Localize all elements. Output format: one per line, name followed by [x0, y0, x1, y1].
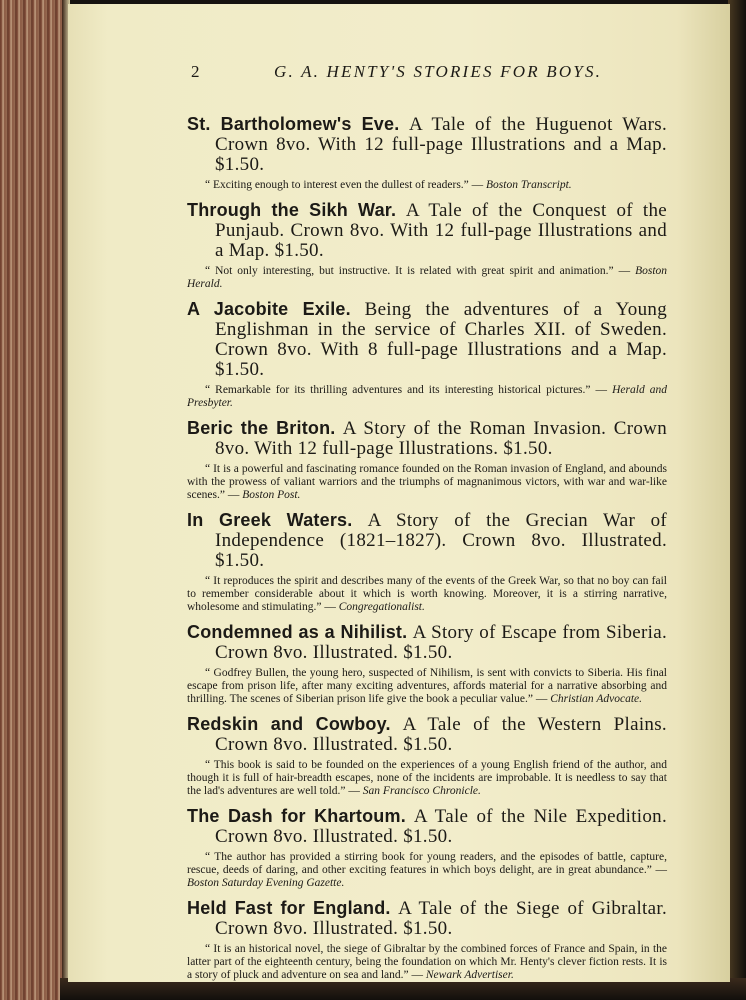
book-description: A Story of the Grecian War of Independence (1821–1827). Crown 8vo. Illustrated. $1.50.	[215, 510, 667, 571]
book-title: Through the Sikh War.	[187, 200, 397, 220]
book-description: A Tale of the Conquest of the Punjaub. Crown 8vo. With 12 full-page Illustrations and a Map. $1.50.	[215, 200, 667, 261]
review-text: “ Exciting enough to interest even the dullest of readers.” —	[205, 179, 484, 191]
book-description: A Tale of the Siege of Gibraltar. Crown 8vo. Illustrated. $1.50.	[215, 898, 667, 939]
review-text: “ It is a powerful and fascinating romance founded on the Roman invasion of England, and abounds with the prowess of valiant warriors and the triumphs of magnanimous victors, with war and war-like scenes.” —	[187, 463, 667, 501]
review-source: San Francisco Chronicle.	[362, 785, 481, 797]
book-entry	[187, 714, 667, 798]
review-source: Boston Post.	[242, 489, 301, 501]
book-entry	[187, 114, 667, 192]
review-source: Herald and Presbyter.	[187, 384, 668, 409]
right-shadow	[728, 0, 746, 1000]
review-source: Newark Advertiser.	[425, 969, 514, 981]
book-list	[187, 114, 667, 990]
entry-heading	[187, 622, 667, 663]
book-title: Beric the Briton.	[187, 418, 336, 438]
book-page	[68, 4, 730, 982]
review-quote	[187, 851, 667, 890]
book-description: A Story of Escape from Siberia. Crown 8vo. Illustrated. $1.50.	[215, 622, 668, 663]
review-source: Boston Herald.	[187, 265, 668, 290]
review-source: Congregationalist.	[338, 601, 425, 613]
review-text: “ Godfrey Bullen, the young hero, suspected of Nihilism, is sent with convicts to Siberia. His final escape from prison life, after many exciting adventures, affords material for a narrative absorbing and thrilling. The scenes of Siberian prison life give the book a peculiar value.” —	[187, 667, 667, 705]
book-title: Held Fast for England.	[187, 898, 391, 918]
review-quote	[187, 463, 667, 502]
book-title: A Jacobite Exile.	[187, 299, 351, 319]
review-quote	[187, 759, 667, 798]
book-entry	[187, 806, 667, 890]
book-entry	[187, 510, 667, 614]
entry-heading	[187, 299, 667, 380]
review-source: Christian Advocate.	[550, 693, 642, 705]
book-title: Condemned as a Nihilist.	[187, 622, 408, 642]
review-quote	[187, 667, 667, 706]
review-quote	[187, 575, 667, 614]
book-description: Being the adventures of a Young Englishman in the service of Charles XII. of Sweden. Crown 8vo. With 8 full-page Illustrations and a Map. $1.50.	[215, 299, 667, 380]
book-description: A Tale of the Nile Expedition. Crown 8vo. Illustrated. $1.50.	[215, 806, 668, 847]
review-source: Boston Saturday Evening Gazette.	[187, 877, 345, 889]
book-entry	[187, 200, 667, 291]
book-description: A Tale of the Huguenot Wars. Crown 8vo. With 12 full-page Illustrations and a Map. $1.50.	[215, 114, 668, 175]
running-title: G. A. HENTY'S STORIES FOR BOYS.	[274, 62, 603, 81]
book-entry	[187, 622, 667, 706]
review-text: “ This book is said to be founded on the experiences of a young English friend of the author, and though it is full of hair-breadth escapes, none of the incidents are improbable. It is needless to say that the lad's adventures are well told.” —	[187, 759, 667, 797]
review-text: “ It is an historical novel, the siege of Gibraltar by the combined forces of France and Spain, in the latter part of the eighteenth century, being the foundation on which Mr. Henty's clever fiction rests. It is a story of pluck and adventure on sea and land.” —	[187, 943, 667, 981]
entry-heading	[187, 898, 667, 939]
entry-heading	[187, 510, 667, 571]
page-number: 2	[191, 62, 201, 81]
book-title: St. Bartholomew's Eve.	[187, 114, 400, 134]
book-description: A Story of the Roman Invasion. Crown 8vo. With 12 full-page Illustrations. $1.50.	[215, 418, 667, 459]
book-title: The Dash for Khartoum.	[187, 806, 406, 826]
entry-heading	[187, 806, 667, 847]
review-text: “ The author has provided a stirring book for young readers, and the episodes of battle, capture, rescue, deeds of daring, and other exciting features in which boys delight, are in great abundance.” —	[187, 851, 667, 876]
book-title: In Greek Waters.	[187, 510, 353, 530]
review-quote	[187, 943, 667, 982]
review-quote	[187, 179, 667, 192]
book-entry	[187, 898, 667, 982]
entry-heading	[187, 714, 667, 755]
review-text: “ Remarkable for its thrilling adventures and its interesting historical pictures.” —	[205, 384, 608, 396]
review-quote	[187, 265, 667, 291]
entry-heading	[187, 418, 667, 459]
book-description: A Tale of the Western Plains. Crown 8vo. Illustrated. $1.50.	[215, 714, 667, 755]
book-title: Redskin and Cowboy.	[187, 714, 391, 734]
review-text: “ It reproduces the spirit and describes many of the events of the Greek War, so that no boy can fail to remember considerable about it which is worth knowing. Moreover, it is a stirring narrative, wholesome and stimulating.” —	[187, 575, 667, 613]
entry-heading	[187, 200, 667, 261]
running-head	[68, 60, 730, 90]
book-entry	[187, 299, 667, 410]
book-page-edges	[0, 0, 70, 1000]
review-text: “ Not only interesting, but instructive. It is related with great spirit and animation.” —	[205, 265, 631, 277]
book-entry	[187, 418, 667, 502]
review-source: Boston Transcript.	[486, 179, 572, 191]
entry-heading	[187, 114, 667, 175]
review-quote	[187, 384, 667, 410]
